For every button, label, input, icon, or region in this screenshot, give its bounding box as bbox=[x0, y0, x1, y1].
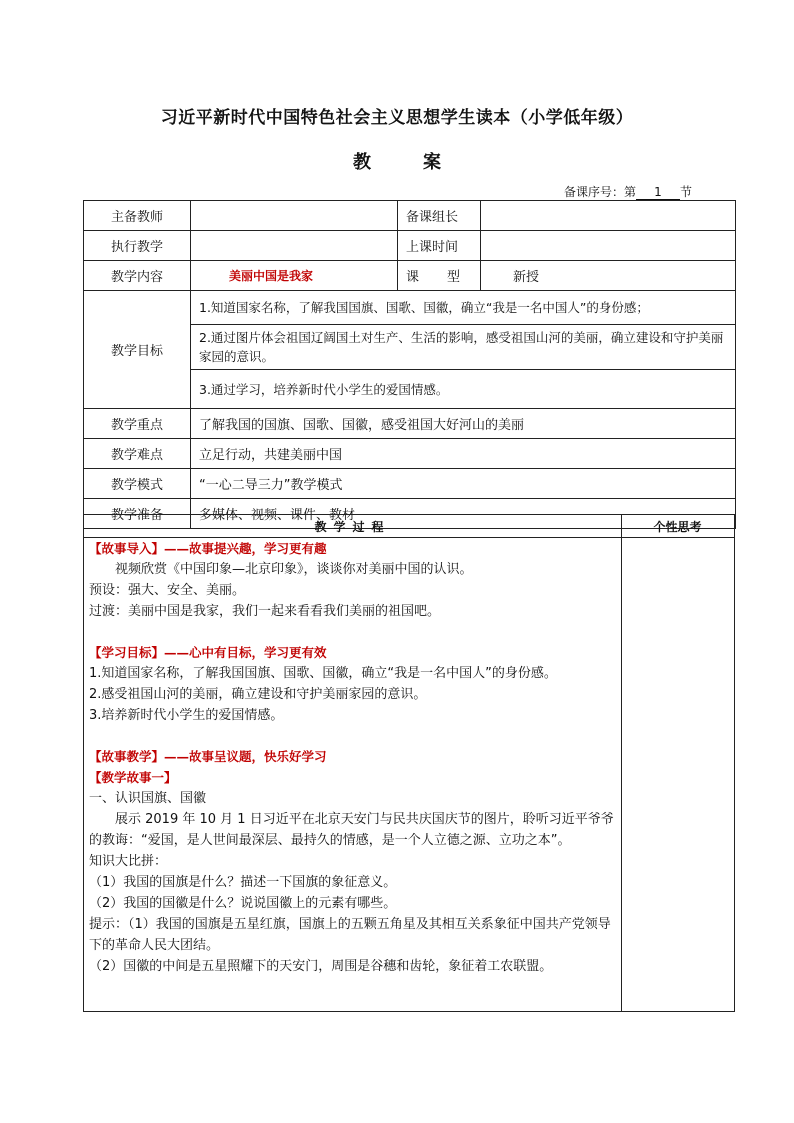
type-label-1: 课 bbox=[406, 270, 420, 285]
process-header bbox=[84, 515, 734, 538]
goal-item: 2.通过图片体会祖国辽阔国土对生产、生活的影响，感受祖国山河的美丽，确立建设和守护美丽家园的意识。 bbox=[191, 325, 736, 370]
class-time-label: 上课时间 bbox=[398, 231, 481, 261]
group-leader-label: 备课组长 bbox=[398, 201, 481, 231]
goals-label: 教学目标 bbox=[84, 291, 191, 409]
table-row bbox=[84, 231, 736, 261]
serial-suffix: 节 bbox=[679, 185, 692, 199]
table-row bbox=[84, 469, 736, 499]
section-subtitle: 【教学故事一】 bbox=[89, 770, 177, 785]
serial-prefix: 备课序号：第 bbox=[563, 185, 636, 199]
paragraph: 预设：强大、安全、美丽。 bbox=[89, 583, 246, 598]
class-time-value bbox=[481, 231, 736, 261]
paragraph: 过渡：美丽中国是我家，我们一起来看看我们美丽的祖国吧。 bbox=[89, 604, 441, 619]
paragraph: 展示 2019 年 10 月 1 日习近平在北京天安门与民共庆国庆节的图片，聆听习近平爷爷的教诲：“爱国，是人世间最深层、最持久的情感，是一个人立德之源、立功之本”。 bbox=[89, 812, 614, 848]
lesson-serial bbox=[564, 183, 692, 200]
paragraph: 视频欣赏《中国印象—北京印象》，谈谈你对美丽中国的认识。 bbox=[115, 562, 473, 577]
difficulty-value: 立足行动，共建美丽中国 bbox=[191, 439, 736, 469]
table-row bbox=[84, 201, 736, 231]
content-value: 美丽中国是我家 bbox=[191, 261, 398, 291]
type-value: 新授 bbox=[481, 261, 736, 291]
goal-item: 3.通过学习，培养新时代小学生的爱国情感。 bbox=[191, 370, 736, 409]
main-teacher-label: 主备教师 bbox=[84, 201, 191, 231]
table-row bbox=[84, 291, 736, 325]
paragraph: 1.知道国家名称，了解我国国旗、国歌、国徽，确立“我是一名中国人”的身份感。 bbox=[89, 666, 557, 681]
paragraph: （2）我国的国徽是什么？说说国徽上的元素有哪些。 bbox=[89, 896, 397, 911]
paragraph: 知识大比拼： bbox=[89, 854, 168, 869]
document-subtitle bbox=[0, 148, 794, 174]
subtitle-char-2: 案 bbox=[423, 152, 441, 173]
paragraph: 提示：（1）我国的国旗是五星红旗，国旗上的五颗五角星及其相互关系象征中国共产党领导下的革命人民大团结。 bbox=[89, 917, 611, 953]
paragraph: （2）国徽的中间是五星照耀下的天安门，周围是谷穗和齿轮，象征着工农联盟。 bbox=[89, 959, 553, 974]
process-header-right: 个性思考 bbox=[653, 520, 702, 534]
section-title: 【故事教学】——故事呈议题，快乐好学习 bbox=[89, 749, 327, 764]
type-label bbox=[398, 261, 481, 291]
goal-item: 1.知道国家名称，了解我国国旗、国歌、国徽，确立“我是一名中国人”的身份感； bbox=[191, 291, 736, 325]
section-title: 【故事导入】——故事提兴趣，学习更有趣 bbox=[89, 541, 327, 556]
exec-teacher-value bbox=[191, 231, 398, 261]
column-divider bbox=[621, 515, 622, 1011]
paragraph: 3.培养新时代小学生的爱国情感。 bbox=[89, 708, 284, 723]
process-body bbox=[89, 538, 615, 977]
subtitle-char-1: 教 bbox=[353, 152, 371, 173]
process-header-left: 教学过程 bbox=[314, 520, 391, 534]
paragraph: 一、认识国旗、国徽 bbox=[89, 791, 207, 806]
mode-label: 教学模式 bbox=[84, 469, 191, 499]
document-title: 习近平新时代中国特色社会主义思想学生读本（小学低年级） bbox=[160, 108, 634, 128]
paragraph: 2.感受祖国山河的美丽，确立建设和守护美丽家园的意识。 bbox=[89, 687, 427, 702]
exec-teacher-label: 执行教学 bbox=[84, 231, 191, 261]
prep-value: 多媒体、视频、课件、教材 bbox=[191, 499, 736, 529]
lesson-info-table bbox=[83, 200, 736, 529]
section-title: 【学习目标】——心中有目标，学习更有效 bbox=[89, 645, 327, 660]
focus-label: 教学重点 bbox=[84, 409, 191, 439]
group-leader-value bbox=[481, 201, 736, 231]
table-row bbox=[84, 439, 736, 469]
prep-label: 教学准备 bbox=[84, 499, 191, 529]
mode-value: “一心二导三力”教学模式 bbox=[191, 469, 736, 499]
difficulty-label: 教学难点 bbox=[84, 439, 191, 469]
paragraph: （1）我国的国旗是什么？描述一下国旗的象征意义。 bbox=[89, 875, 397, 890]
main-teacher-value bbox=[191, 201, 398, 231]
table-row bbox=[84, 409, 736, 439]
type-label-2: 型 bbox=[447, 270, 461, 285]
content-label: 教学内容 bbox=[84, 261, 191, 291]
focus-value: 了解我国的国旗、国歌、国徽，感受祖国大好河山的美丽 bbox=[191, 409, 736, 439]
serial-number: 1 bbox=[636, 185, 680, 200]
table-row bbox=[84, 261, 736, 291]
teaching-process-table bbox=[83, 514, 735, 1012]
